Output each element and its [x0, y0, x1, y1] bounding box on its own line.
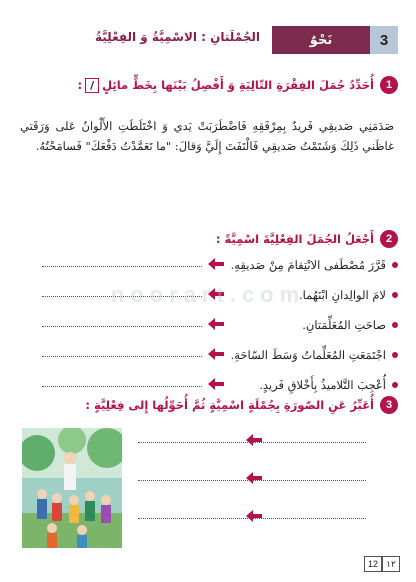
bullet-icon — [392, 352, 398, 358]
answer-line[interactable] — [138, 518, 366, 519]
answer-line[interactable] — [138, 442, 366, 443]
lesson-number: 3 — [370, 26, 398, 54]
exercise-1-number: 1 — [380, 76, 398, 94]
arrow-left-icon — [208, 318, 224, 330]
exercise-1-title — [78, 78, 375, 93]
answer-line[interactable] — [42, 326, 202, 327]
exercise-2-sentence: أُعْجِبَ التَّلاميذُ بِأَخْلاقِ فَريدٍ. — [259, 378, 386, 392]
exercise-1-title-text: أُحَدِّدُ جُمَلَ الفِقْرَةِ التّالِيَةِ وَ أَفْصِلُ بَيْنَها بِخَطٍّ مائِلٍ — [102, 77, 374, 92]
answer-line[interactable] — [42, 386, 202, 387]
answer-line[interactable] — [42, 266, 202, 267]
exercise-1-colon: : — [77, 77, 83, 92]
bullet-icon — [392, 262, 398, 268]
lesson-title: نَحْوٌ — [272, 26, 370, 54]
exercise-1-paragraph: صَدَمَنِي صَديقِي فَريدٌ بِمِرْفَقِهِ فَاضْطَرَبَتْ يَدي وَ اخْتَلَطَتِ الأَلْوانُ عَلى وَرَقَتي غاظَني ذَلِكَ وَشَتَمْتُ صَديقِي فَالْتَفَتَ إِلَيَّ وَقالَ: "ما تَعَمَّدْتُ دَفْعَكَ" فَسامَحْتُهُ. — [20, 119, 394, 153]
exercise-3-number: 3 — [380, 396, 398, 414]
arrow-left-icon — [208, 348, 224, 360]
arrow-left-icon — [246, 472, 262, 484]
exercise-2-number: 2 — [380, 230, 398, 248]
bullet-icon — [392, 322, 398, 328]
exercise-3-title: أُعَبِّرُ عَنِ الصّورَةِ بِجُمْلَةٍ اسْمِيَّةٍ ثُمَّ أُحَوِّلُها إِلى فِعْلِيَّةٍ : — [85, 398, 374, 412]
exercise-2 — [20, 230, 398, 400]
exercise-2-sentence: قَرَّرَ مُصْطَفى الانْتِقامَ مِنْ صَديقِهِ. — [230, 258, 386, 272]
exercise-2-item — [20, 374, 398, 396]
exercise-1 — [20, 76, 398, 156]
exercise-2-item — [20, 254, 398, 276]
exercise-2-item — [20, 314, 398, 336]
page-number-western: 12 — [364, 556, 382, 572]
lesson-header — [272, 26, 398, 54]
bullet-icon — [392, 382, 398, 388]
answer-line[interactable] — [42, 356, 202, 357]
exercise-2-sentence: اجْتَمَعَتِ المُعَلِّماتُ وَسَطَ السّاحَةِ. — [230, 348, 386, 362]
arrow-left-icon — [246, 434, 262, 446]
exercise-2-heading — [20, 230, 398, 248]
exercise-2-sentence: لامَ الوالِدانِ ابْنَهُما. — [299, 288, 386, 302]
slash-sample: / — [85, 78, 99, 93]
arrow-left-icon — [208, 378, 224, 390]
exercise-2-title: أَجْعَلُ الجُمَلَ الفِعْلِيَّةَ اسْمِيَّةً : — [215, 232, 374, 246]
lesson-topic: الجُمْلَتانِ : الاسْمِيَّةُ وَ الفِعْلِيَّةُ — [95, 30, 260, 44]
exercise-2-item — [20, 344, 398, 366]
arrow-left-icon — [208, 258, 224, 270]
children-garden-illustration — [22, 428, 122, 548]
page-number — [364, 556, 400, 572]
exercise-1-heading — [20, 76, 398, 94]
exercise-2-sentence: صاحَتِ المُعَلِّمَتانِ. — [302, 318, 386, 332]
arrow-left-icon — [246, 510, 262, 522]
page-number-arabic: ١٢ — [382, 556, 400, 572]
answer-line[interactable] — [138, 480, 366, 481]
exercise-3-heading — [20, 396, 398, 414]
watermark: noorart.com — [110, 282, 306, 307]
